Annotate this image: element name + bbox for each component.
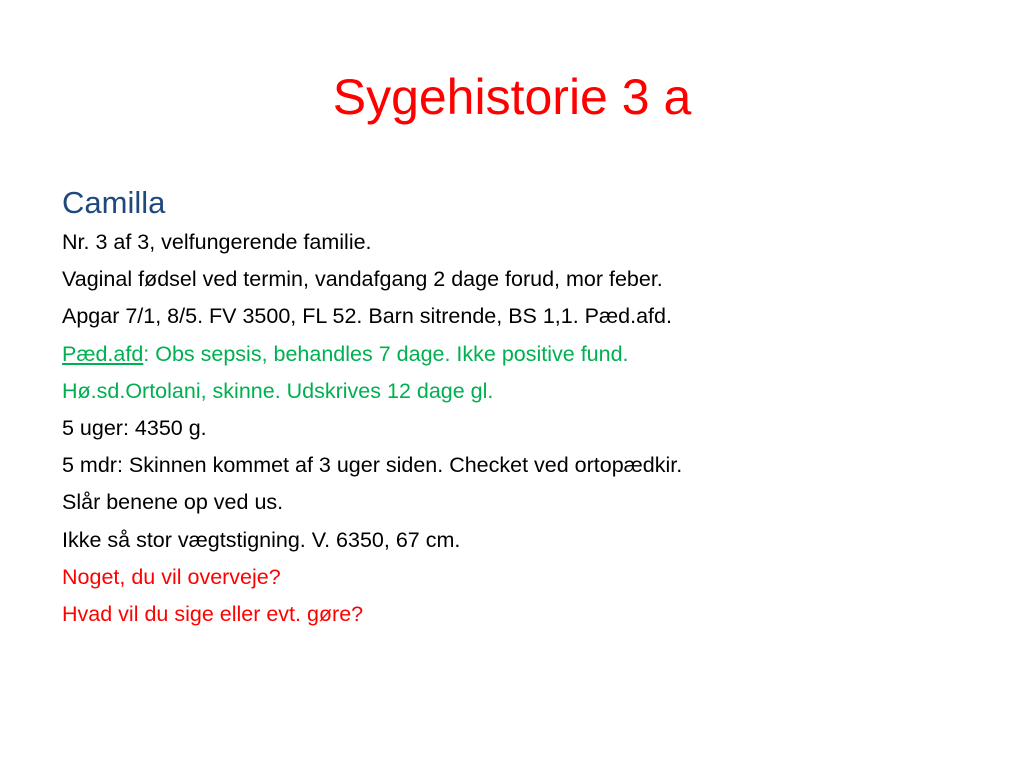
case-line-sepsis <box>62 336 982 373</box>
case-lines <box>62 224 982 633</box>
question-consider: Noget, du vil overveje? <box>62 564 281 589</box>
slide-title: Sygehistorie 3 a <box>332 69 692 125</box>
case-line-ortolani: Hø.sd.Ortolani, skinne. Udskrives 12 dage gl. <box>62 378 494 403</box>
case-line-family: Nr. 3 af 3, velfungerende familie. <box>62 230 372 254</box>
case-line-5-months: 5 mdr: Skinnen kommet af 3 uger siden. Checket ved ortopædkir. <box>62 453 683 478</box>
case-line-apgar: Apgar 7/1, 8/5. FV 3500, FL 52. Barn sitrende, BS 1,1. Pæd.afd. <box>62 304 672 329</box>
question-action: Hvad vil du sige eller evt. gøre? <box>62 602 364 627</box>
case-line-birth: Vaginal fødsel ved termin, vandafgang 2 dage forud, mor feber. <box>62 267 663 292</box>
paed-afd-link[interactable]: Pæd.afd <box>62 341 144 366</box>
slide-body <box>62 182 982 633</box>
patient-name: Camilla <box>62 185 166 220</box>
case-line-sepsis-text: : Obs sepsis, behandles 7 dage. Ikke positive fund. <box>143 341 629 366</box>
case-line-legs: Slår benene op ved us. <box>62 490 284 515</box>
case-line-weight: Ikke så stor vægtstigning. V. 6350, 67 cm. <box>62 527 461 552</box>
case-line-5-weeks: 5 uger: 4350 g. <box>62 416 207 441</box>
